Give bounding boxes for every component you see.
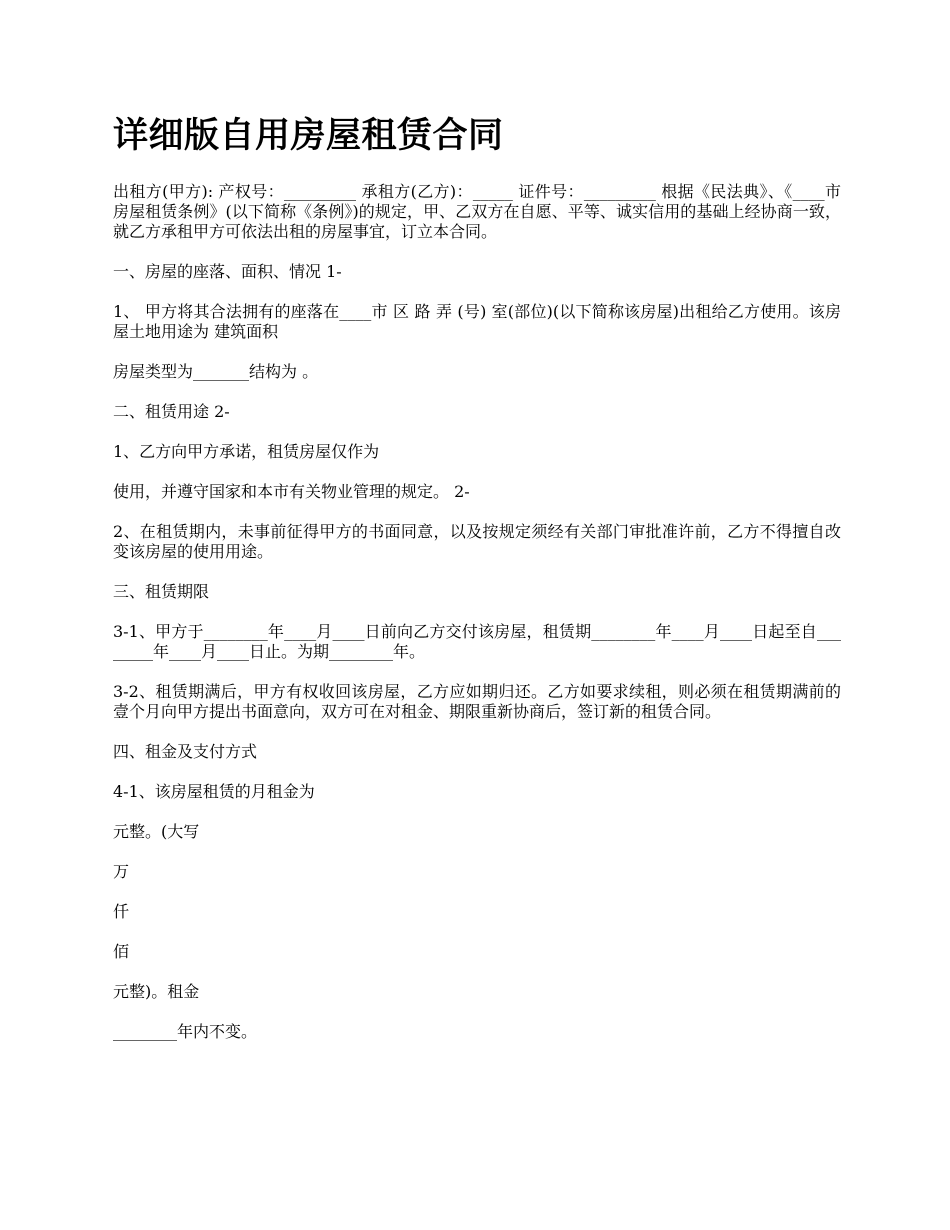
section-1-heading: 一、房屋的座落、面积、情况 1- (113, 262, 342, 281)
rent-line-wan: 万 (113, 862, 130, 881)
section-2-heading: 二、租赁用途 2- (113, 402, 230, 421)
preamble-paragraph: 出租方(甲方): 产权号：_________ 承租方(乙方)：_____ 证件号：_________ 根据《民法典》、《____市房屋租赁条例》(以下简称《条例》)的规定，甲、乙双方在自愿、平等、诚实信用的基础上经协商一致，就乙方承租甲方可依法出租的房屋事宜，订立本合同。 (113, 182, 841, 241)
rent-line-bai: 佰 (113, 942, 130, 961)
clause-1-1: 1、 甲方将其合法拥有的座落在____市 区 路 弄 (号) 室(部位)(以下简称该房屋)出租给乙方使用。该房屋土地用途为 建筑面积 (113, 302, 841, 341)
clause-3-2: 3-2、租赁期满后，甲方有权收回该房屋，乙方应如期归还。乙方如要求续租，则必须在租赁期满前的壹个月向甲方提出书面意向，双方可在对租金、期限重新协商后，签订新的租赁合同。 (113, 682, 841, 721)
clause-1-1-continued: 房屋类型为_______结构为 。 (113, 362, 319, 381)
section-4-heading: 四、租金及支付方式 (113, 742, 258, 761)
rent-line-yuan-end: 元整)。租金 (113, 982, 200, 1001)
rent-line-years: ________年内不变。 (113, 1022, 258, 1041)
rent-line-qian: 仟 (113, 902, 130, 921)
clause-2-1: 1、乙方向甲方承诺，租赁房屋仅作为 (113, 442, 380, 461)
clause-2-2: 2、在租赁期内，未事前征得甲方的书面同意，以及按规定须经有关部门审批准许前，乙方不得擅自改变该房屋的使用用途。 (113, 522, 841, 561)
section-3-heading: 三、租赁期限 (113, 582, 210, 601)
rent-line-yuan: 元整。(大写 (113, 822, 200, 841)
clause-4-1: 4-1、该房屋租赁的月租金为 (113, 782, 315, 801)
clause-3-1: 3-1、甲方于________年____月____日前向乙方交付该房屋，租赁期________年____月____日起至自________年____月____日止。为期________年。 (113, 622, 841, 661)
clause-2-1-continued: 使用，并遵守国家和本市有关物业管理的规定。 2- (113, 482, 470, 501)
document-page (113, 112, 841, 1062)
document-title: 详细版自用房屋租赁合同 (113, 116, 504, 156)
